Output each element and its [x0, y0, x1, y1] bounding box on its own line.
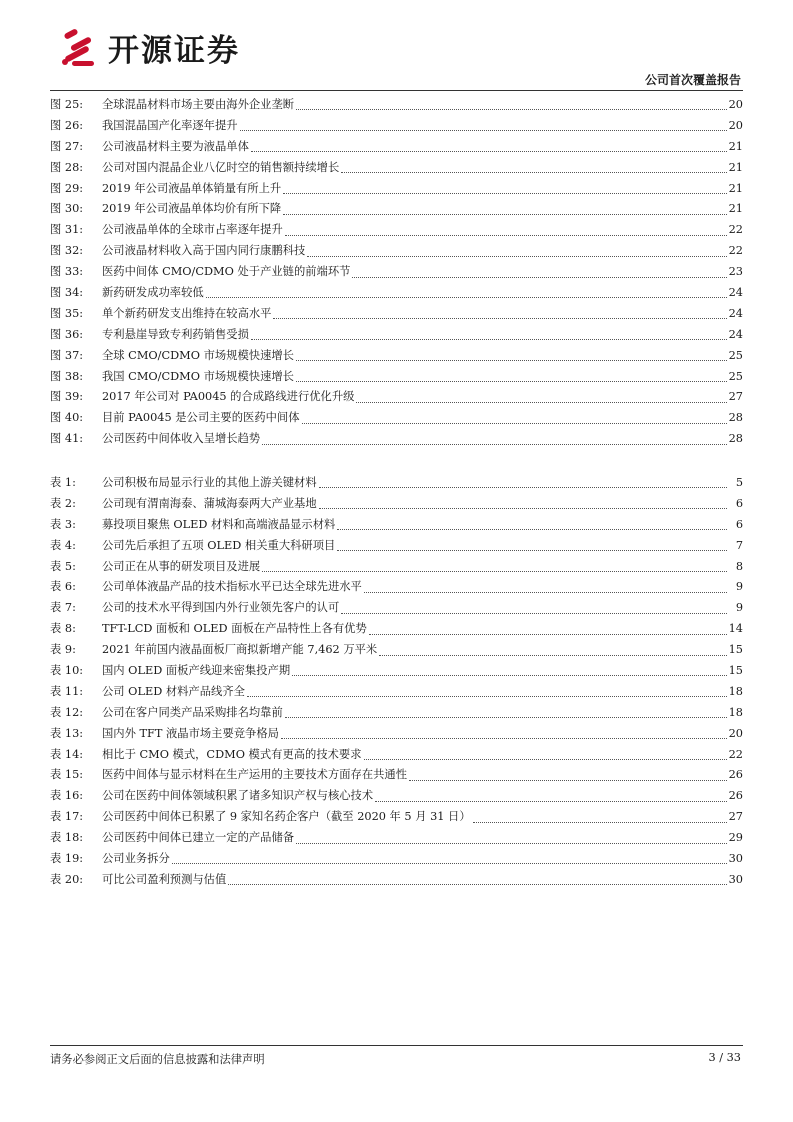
entry-page-number[interactable]: 6	[735, 496, 743, 510]
dot-leader	[341, 612, 727, 614]
entry-page-number[interactable]: 20	[728, 118, 743, 132]
entry-title[interactable]: 国内 OLED 面板产线迎来密集投产期	[102, 664, 291, 678]
entry-label: 表 19:	[50, 852, 84, 866]
entry-page-number[interactable]: 27	[728, 810, 743, 824]
dot-leader	[285, 716, 727, 718]
dot-leader	[352, 276, 726, 278]
dot-leader	[292, 674, 727, 676]
entry-label: 表 8:	[50, 622, 76, 636]
entry-label: 表 3:	[50, 517, 76, 531]
table-index-entry[interactable]	[50, 828, 743, 849]
entry-label: 图 39:	[50, 390, 84, 404]
dot-leader	[356, 401, 726, 403]
entry-label: 图 35:	[50, 306, 84, 320]
dot-leader	[369, 633, 727, 635]
entry-page-number[interactable]: 15	[728, 664, 743, 678]
entry-title[interactable]: 单个新药研发支出维持在较高水平	[102, 306, 272, 320]
entry-title[interactable]: 公司 OLED 材料产品线齐全	[102, 684, 245, 698]
dot-leader	[341, 171, 726, 173]
entry-page-number[interactable]: 5	[735, 476, 743, 489]
entry-page-number[interactable]: 22	[728, 244, 743, 258]
dot-leader	[307, 255, 726, 257]
figure-index-entry[interactable]	[50, 179, 743, 200]
entry-title[interactable]: 新药研发成功率较低	[102, 286, 204, 300]
entry-title[interactable]: 公司医药中间体收入呈增长趋势	[102, 432, 261, 446]
entry-title[interactable]: 医药中间体 CMO/CDMO 处于产业链的前端环节	[102, 265, 351, 279]
entry-title[interactable]: 公司正在从事的研发项目及进展	[102, 559, 261, 573]
entry-title[interactable]: 公司的技术水平得到国内外行业领先客户的认可	[102, 601, 340, 615]
entry-page-number[interactable]: 20	[728, 726, 743, 740]
entry-label: 图 38:	[50, 369, 84, 383]
figure-index-entry[interactable]	[50, 220, 743, 241]
entry-title[interactable]: 公司在医药中间体领域积累了诸多知识产权与核心技术	[102, 789, 374, 803]
figure-index-entry[interactable]	[50, 367, 743, 388]
table-index-entry[interactable]	[50, 765, 743, 786]
dot-leader	[228, 883, 726, 885]
entry-title[interactable]: 公司在客户同类产品采购排名均靠前	[102, 705, 283, 719]
entry-page-number[interactable]: 24	[728, 306, 743, 320]
entry-label: 表 9:	[50, 643, 76, 657]
brand-name: 开源证券	[108, 32, 240, 69]
dot-leader	[247, 695, 727, 697]
entry-label: 图 30:	[50, 202, 84, 216]
dot-leader	[240, 129, 727, 131]
dot-leader	[285, 234, 727, 236]
figure-index-entry[interactable]	[50, 262, 743, 283]
figure-index-entry[interactable]	[50, 95, 743, 116]
entry-page-number[interactable]: 21	[728, 202, 743, 216]
entry-label: 图 37:	[50, 348, 84, 362]
header-divider	[50, 90, 743, 91]
figure-index-entry[interactable]	[50, 346, 743, 367]
entry-page-number[interactable]: 20	[728, 98, 743, 111]
table-index-entry[interactable]	[50, 870, 743, 891]
dot-leader	[283, 213, 726, 215]
dot-leader	[251, 338, 727, 340]
table-index-entry[interactable]	[50, 661, 743, 682]
entry-title[interactable]: 我国混晶国产化率逐年提升	[102, 118, 238, 132]
dot-leader	[302, 422, 727, 424]
entry-page-number[interactable]: 14	[728, 622, 743, 636]
entry-page-number[interactable]: 27	[728, 390, 743, 404]
table-index-entry[interactable]	[50, 557, 743, 578]
figure-index-entry[interactable]	[50, 241, 743, 262]
entry-page-number[interactable]: 9	[735, 580, 743, 594]
table-index-entry[interactable]	[50, 536, 743, 557]
dot-leader	[473, 821, 727, 823]
dot-leader	[364, 758, 727, 760]
entry-page-number[interactable]: 8	[735, 559, 743, 573]
entry-label: 图 29:	[50, 181, 84, 195]
entry-page-number[interactable]: 15	[728, 643, 743, 657]
table-index-entry[interactable]	[50, 640, 743, 661]
entry-label: 表 18:	[50, 831, 84, 845]
entry-title[interactable]: 公司积极布局显示行业的其他上游关键材料	[102, 476, 317, 489]
dot-leader	[262, 443, 726, 445]
table-index-entry[interactable]	[50, 473, 743, 494]
entry-page-number[interactable]: 26	[728, 768, 743, 782]
table-index-entry[interactable]	[50, 786, 743, 807]
entry-label: 图 36:	[50, 327, 84, 341]
entry-title[interactable]: 目前 PA0045 是公司主要的医药中间体	[102, 411, 300, 425]
entry-title[interactable]: 2021 年前国内液晶面板厂商拟新增产能 7,462 万平米	[102, 643, 378, 657]
entry-label: 图 40:	[50, 411, 84, 425]
dot-leader	[296, 108, 727, 110]
dot-leader	[172, 862, 727, 864]
brand-logo-icon	[60, 25, 100, 69]
entry-label: 图 31:	[50, 223, 84, 237]
footer-disclaimer: 请务必参阅正文后面的信息披露和法律声明	[50, 1053, 265, 1066]
dot-leader	[281, 737, 727, 739]
entry-label: 表 17:	[50, 810, 84, 824]
figure-index-entry[interactable]	[50, 408, 743, 429]
entry-title[interactable]: 全球 CMO/CDMO 市场规模快速增长	[102, 348, 294, 362]
dot-leader	[262, 570, 727, 572]
table-index-entry[interactable]	[50, 724, 743, 745]
table-index-entry[interactable]	[50, 807, 743, 828]
table-index-list	[50, 473, 743, 891]
dot-leader	[409, 779, 727, 781]
entry-title[interactable]: 公司业务拆分	[102, 852, 170, 866]
figure-index-entry[interactable]	[50, 304, 743, 325]
figure-index-list	[50, 95, 743, 450]
table-index-entry[interactable]	[50, 682, 743, 703]
entry-page-number[interactable]: 21	[728, 160, 743, 174]
figure-index-entry[interactable]	[50, 387, 743, 408]
entry-label: 表 10:	[50, 664, 84, 678]
dot-leader	[375, 800, 726, 802]
entry-label: 表 16:	[50, 789, 84, 803]
dot-leader	[206, 296, 727, 298]
entry-label: 图 34:	[50, 286, 84, 300]
entry-page-number[interactable]: 26	[728, 789, 743, 803]
entry-page-number[interactable]: 25	[728, 369, 743, 383]
entry-title[interactable]: 医药中间体与显示材料在生产运用的主要技术方面存在共通性	[102, 768, 408, 782]
brand-logo	[60, 24, 240, 70]
entry-page-number[interactable]: 9	[735, 601, 743, 615]
entry-title[interactable]: 全球混晶材料市场主要由海外企业垄断	[102, 98, 295, 111]
entry-label: 图 32:	[50, 244, 84, 258]
entry-page-number[interactable]: 22	[728, 223, 743, 237]
figure-index-entry[interactable]	[50, 137, 743, 158]
entry-label: 表 4:	[50, 538, 76, 552]
dot-leader	[319, 507, 727, 509]
table-index-entry[interactable]	[50, 598, 743, 619]
entry-title[interactable]: 公司医药中间体已积累了 9 家知名药企客户（截至 2020 年 5 月 31 日）	[102, 810, 471, 824]
entry-label: 表 13:	[50, 726, 84, 740]
entry-label: 表 1:	[50, 476, 76, 489]
entry-label: 图 41:	[50, 432, 84, 446]
entry-page-number[interactable]: 21	[728, 139, 743, 153]
table-index-entry[interactable]	[50, 849, 743, 870]
entry-label: 表 20:	[50, 872, 84, 886]
entry-title[interactable]: 2017 年公司对 PA0045 的合成路线进行优化升级	[102, 390, 355, 404]
entry-title[interactable]: 公司先后承担了五项 OLED 相关重大科研项目	[102, 538, 336, 552]
entry-page-number[interactable]: 29	[728, 831, 743, 845]
dot-leader	[296, 359, 727, 361]
dot-leader	[296, 842, 727, 844]
entry-label: 图 28:	[50, 160, 84, 174]
entry-label: 表 14:	[50, 747, 84, 761]
table-index-entry[interactable]	[50, 494, 743, 515]
table-index-entry[interactable]	[50, 577, 743, 598]
entry-title[interactable]: 公司对国内混晶企业八亿时空的销售额持续增长	[102, 160, 340, 174]
entry-title[interactable]: 公司液晶材料主要为液晶单体	[102, 139, 249, 153]
entry-title[interactable]: 公司医药中间体已建立一定的产品储备	[102, 831, 295, 845]
entry-page-number[interactable]: 18	[728, 705, 743, 719]
dot-leader	[251, 150, 727, 152]
table-index-entry[interactable]	[50, 703, 743, 724]
dot-leader	[364, 591, 727, 593]
figure-index-entry[interactable]	[50, 116, 743, 137]
entry-title[interactable]: 我国 CMO/CDMO 市场规模快速增长	[102, 369, 294, 383]
entry-page-number[interactable]: 25	[728, 348, 743, 362]
entry-label: 表 5:	[50, 559, 76, 573]
entry-title[interactable]: 相比于 CMO 模式，CDMO 模式有更高的技术要求	[102, 747, 362, 761]
report-type-label: 公司首次覆盖报告	[644, 73, 741, 87]
entry-label: 表 2:	[50, 496, 76, 510]
figure-index-entry[interactable]	[50, 199, 743, 220]
figure-index-entry[interactable]	[50, 325, 743, 346]
entry-page-number[interactable]: 7	[735, 538, 743, 552]
entry-page-number[interactable]: 24	[728, 286, 743, 300]
figure-index-entry[interactable]	[50, 429, 743, 450]
dot-leader	[319, 486, 727, 488]
table-index-entry[interactable]	[50, 619, 743, 640]
dot-leader	[273, 317, 726, 319]
entry-title[interactable]: 公司现有渭南海泰、蒲城海泰两大产业基地	[102, 496, 317, 510]
table-index-entry[interactable]	[50, 745, 743, 766]
entry-label: 表 11:	[50, 684, 84, 698]
entry-label: 图 25:	[50, 98, 84, 111]
entry-page-number[interactable]: 30	[728, 872, 743, 886]
table-index-entry[interactable]	[50, 515, 743, 536]
entry-page-number[interactable]: 28	[728, 432, 743, 446]
dot-leader	[337, 528, 727, 530]
entry-page-number[interactable]: 6	[735, 517, 743, 531]
entry-page-number[interactable]: 22	[728, 747, 743, 761]
figure-index-entry[interactable]	[50, 283, 743, 304]
entry-title[interactable]: TFT-LCD 面板和 OLED 面板在产品特性上各有优势	[102, 622, 367, 636]
figure-index-entry[interactable]	[50, 158, 743, 179]
entry-title[interactable]: 可比公司盈利预测与估值	[102, 872, 227, 886]
entry-label: 表 12:	[50, 705, 84, 719]
entry-title[interactable]: 专利悬崖导致专利药销售受损	[102, 327, 249, 341]
entry-title[interactable]: 2019 年公司液晶单体销量有所上升	[102, 181, 282, 195]
entry-label: 表 15:	[50, 768, 84, 782]
entry-title[interactable]: 募投项目聚焦 OLED 材料和高端液晶显示材料	[102, 517, 336, 531]
entry-title[interactable]: 公司液晶单体的全球市占率逐年提升	[102, 223, 283, 237]
entry-label: 图 27:	[50, 139, 84, 153]
entry-label: 表 7:	[50, 601, 76, 615]
entry-page-number[interactable]: 28	[728, 411, 743, 425]
entry-page-number[interactable]: 18	[728, 684, 743, 698]
dot-leader	[337, 549, 727, 551]
entry-title[interactable]: 公司单体液晶产品的技术指标水平已达全球先进水平	[102, 580, 362, 594]
entry-title[interactable]: 2019 年公司液晶单体均价有所下降	[102, 202, 282, 216]
entry-title[interactable]: 公司液晶材料收入高于国内同行康鹏科技	[102, 244, 306, 258]
entry-page-number[interactable]: 21	[728, 181, 743, 195]
entry-page-number[interactable]: 24	[728, 327, 743, 341]
entry-label: 表 6:	[50, 580, 76, 594]
footer-divider	[50, 1045, 743, 1046]
page-indicator: 3 / 33	[708, 1051, 741, 1064]
entry-title[interactable]: 国内外 TFT 液晶市场主要竞争格局	[102, 726, 279, 740]
dot-leader	[283, 192, 726, 194]
entry-page-number[interactable]: 30	[728, 852, 743, 866]
entry-label: 图 33:	[50, 265, 84, 279]
entry-label: 图 26:	[50, 118, 84, 132]
entry-page-number[interactable]: 23	[728, 265, 743, 279]
dot-leader	[296, 380, 727, 382]
dot-leader	[379, 654, 726, 656]
